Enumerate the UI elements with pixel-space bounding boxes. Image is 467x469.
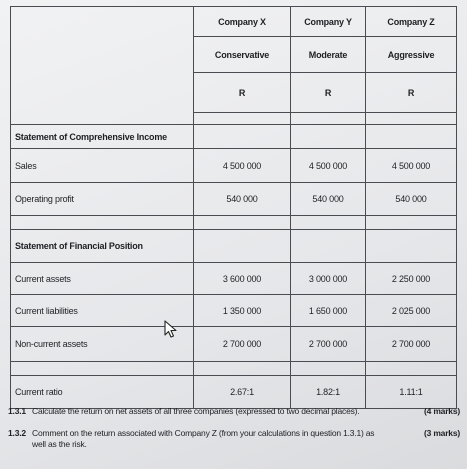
table-cell: 540 000 bbox=[291, 183, 366, 216]
table-cell: 1.82:1 bbox=[291, 376, 366, 409]
table-cell: 2 700 000 bbox=[291, 327, 366, 362]
table-cell: 1 350 000 bbox=[194, 295, 291, 327]
table-cell: 4 500 000 bbox=[194, 149, 291, 183]
row-label: Current ratio bbox=[11, 376, 194, 409]
row-label: Current assets bbox=[11, 263, 194, 295]
row-label: Current liabilities bbox=[11, 295, 194, 327]
currency-label: R bbox=[291, 73, 366, 113]
question-marks: (3 marks) bbox=[424, 428, 460, 438]
currency-label: R bbox=[194, 73, 291, 113]
company-z-strategy: Aggressive bbox=[366, 37, 457, 73]
table-row bbox=[11, 183, 457, 216]
question-text: Calculate the return on net assets of all three companies (expressed to two decimal places). bbox=[32, 406, 360, 416]
table-cell: 540 000 bbox=[366, 183, 457, 216]
table-cell: 1.11:1 bbox=[366, 376, 457, 409]
table-row bbox=[11, 149, 457, 183]
table-row bbox=[11, 263, 457, 295]
table-row bbox=[11, 376, 457, 409]
question-marks: (4 marks) bbox=[424, 406, 460, 416]
row-label: Sales bbox=[11, 149, 194, 183]
company-x-header: Company X bbox=[194, 7, 291, 37]
mouse-pointer-icon bbox=[164, 320, 178, 338]
table-row bbox=[11, 295, 457, 327]
question-number: 1.3.2 bbox=[8, 428, 26, 438]
table-cell: 540 000 bbox=[194, 183, 291, 216]
currency-label: R bbox=[366, 73, 457, 113]
row-label: Operating profit bbox=[11, 183, 194, 216]
company-y-strategy: Moderate bbox=[291, 37, 366, 73]
question-text: Comment on the return associated with Company Z (from your calculations in question 1.3.1) as well as the risk. bbox=[32, 428, 375, 449]
company-y-header: Company Y bbox=[291, 7, 366, 37]
table-cell: 1 650 000 bbox=[291, 295, 366, 327]
section-heading-position: Statement of Financial Position bbox=[11, 230, 194, 263]
table-corner-blank bbox=[11, 7, 194, 125]
question-number: 1.3.1 bbox=[8, 406, 26, 416]
table-cell: 4 500 000 bbox=[291, 149, 366, 183]
section-heading-income: Statement of Comprehensive Income bbox=[11, 125, 194, 149]
table-row bbox=[11, 230, 457, 263]
table-cell: 3 600 000 bbox=[194, 263, 291, 295]
table-row bbox=[11, 327, 457, 362]
table-cell: 2 700 000 bbox=[366, 327, 457, 362]
table-cell: 2.67:1 bbox=[194, 376, 291, 409]
table-cell: 4 500 000 bbox=[366, 149, 457, 183]
table-cell: 2 025 000 bbox=[366, 295, 457, 327]
table-row bbox=[11, 125, 457, 149]
table-cell: 3 000 000 bbox=[291, 263, 366, 295]
financial-table bbox=[10, 6, 457, 409]
table-cell: 2 700 000 bbox=[194, 327, 291, 362]
table-cell: 2 250 000 bbox=[366, 263, 457, 295]
company-z-header: Company Z bbox=[366, 7, 457, 37]
row-label: Non-current assets bbox=[11, 327, 194, 362]
company-x-strategy: Conservative bbox=[194, 37, 291, 73]
